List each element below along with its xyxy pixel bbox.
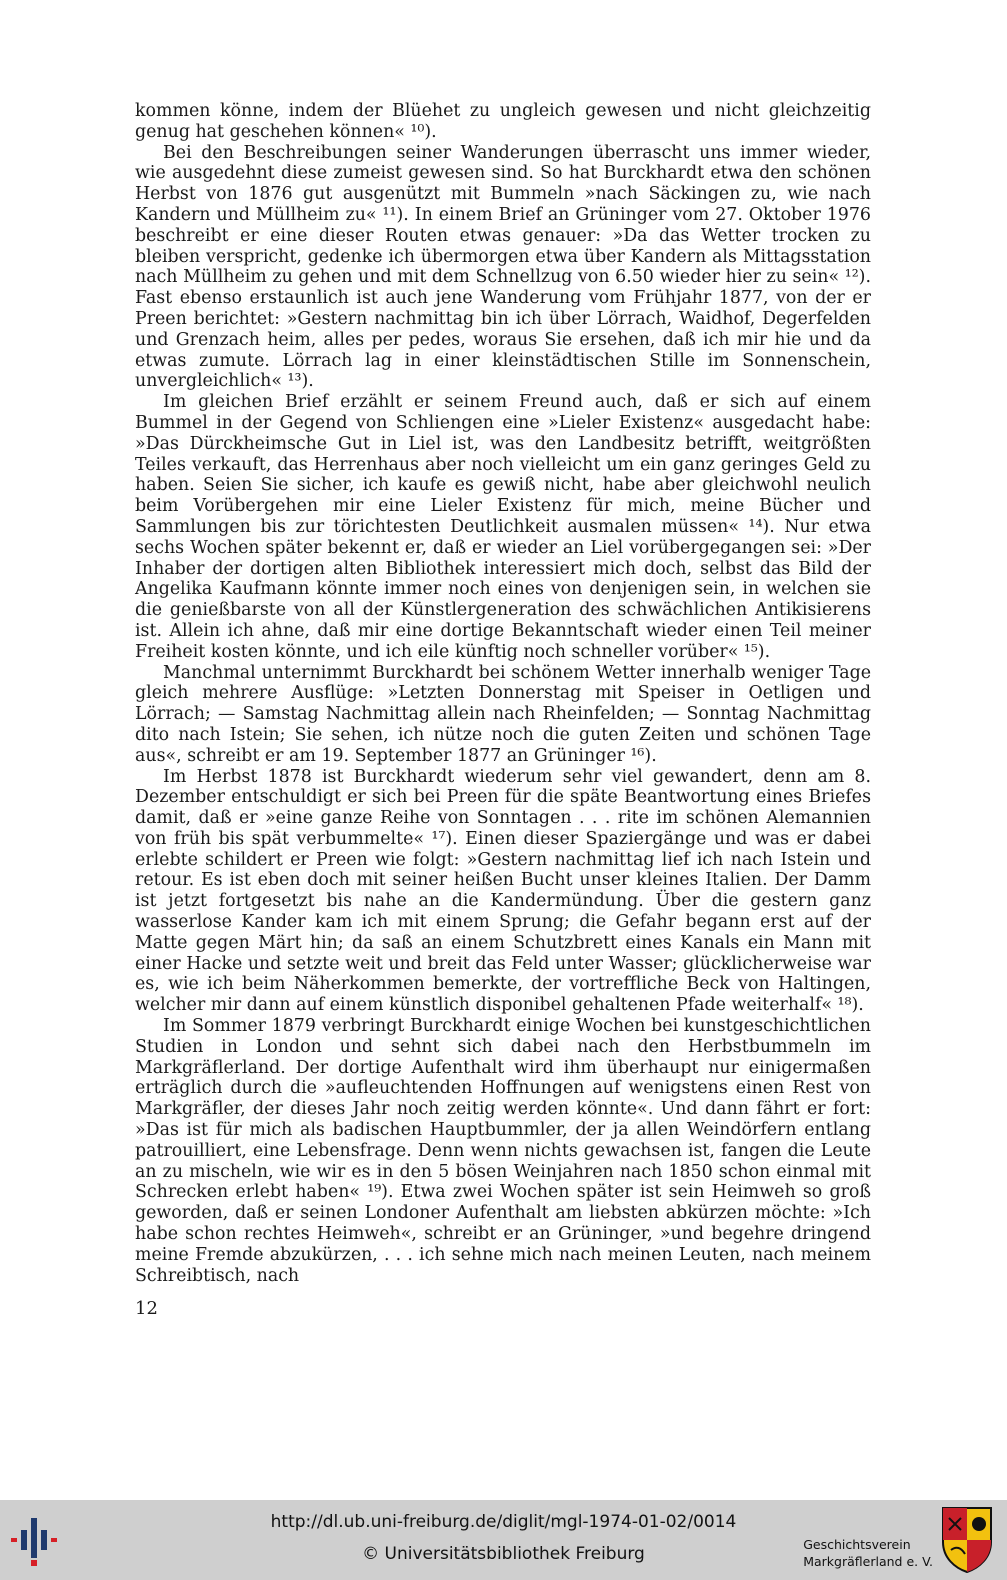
source-url-link[interactable]: http://dl.ub.uni-freiburg.de/diglit/mgl-1974-01-02/0014 <box>270 1512 737 1532</box>
paragraph-1: kommen könne, indem der Blüehet zu ungleich gewesen und nicht gleichzeitig genug hat geschehen können« ¹⁰). <box>135 101 871 142</box>
society-line-2: Markgräflerland e. V. <box>803 1554 933 1569</box>
footer-bar <box>0 1500 1007 1580</box>
coat-of-arms-icon <box>939 1504 995 1574</box>
paragraph-3: Im gleichen Brief erzählt er seinem Freund auch, daß er sich auf einem Bummel in der Gegend von Schliengen eine »Lieler Existenz« ausgedacht habe: »Das Dürckheimsche Gut in Liel ist, was den Landbesitz betrifft, weitgrößten Teiles verkauft, das Herrenhaus aber noch vielleicht um ein ganz geringes Geld zu haben. Seien Sie sicher, ich kaufe es gewiß nicht, habe aber gleichwohl neulich beim Vorübergehen mir eine Lieler Existenz für mich, meine Bücher und Sammlungen bis zur törichtesten Deutlichkeit ausmalen müssen« ¹⁴). Nur etwa sechs Wochen später bekennt er, daß er wieder an Liel vorübergegangen sei: »Der Inhaber der dortigen alten Bibliothek interessiert mich doch, selbst das Bild der Angelika Kaufmann könnte immer noch eines von denjenigen sein, in welchen sie die genießbarste von all der Künstlergeneration des schwächlichen Antikisierens ist. Allein ich ahne, daß mir eine dortige Bekanntschaft wieder einen Teil meiner Freiheit kosten könnte, und ich eile künftig noch schneller vorüber« ¹⁵). <box>135 392 871 662</box>
paragraph-6: Im Sommer 1879 verbringt Burckhardt einige Wochen bei kunstgeschichtlichen Studien in London und sehnt sich dabei nach den Herbstbummeln im Markgräflerland. Der dortige Aufenthalt wird ihm überhaupt nur einigermaßen erträglich durch die »aufleuchtenden Hoffnungen auf wenigstens einen Rest von Markgräfler, der dieses Jahr noch zeitig werden könnte«. Und dann fährt er fort: »Das ist für mich als badischen Hauptbummler, der ja allen Weindörfern entlang patrouilliert, eine Lebensfrage. Denn wenn nichts gewachsen ist, fangen die Leute an zu mischeln, wie wir es in den 5 bösen Weinjahren nach 1850 schon einmal mit Schrecken erlebt haben« ¹⁹). Etwa zwei Wochen später ist sein Heimweh so groß geworden, daß er seinen Londoner Aufenthalt am liebsten abkürzen möchte: »Ich habe schon rechtes Heimweh«, schreibt er an Grüninger, »und begehre dringend meine Fremde abzukürzen, . . . ich sehne mich nach meinen Leuten, nach meinem Schreibtisch, nach <box>135 1016 871 1286</box>
body-text <box>135 101 871 1286</box>
paragraph-2: Bei den Beschreibungen seiner Wanderungen überrascht uns immer wieder, wie ausgedehnt diese zumeist gewesen sind. So hat Burckhardt etwa den schönen Herbst von 1876 gut ausgenützt mit Bummeln »nach Säckingen zu, wie nach Kandern und Müllheim zu« ¹¹). In einem Brief an Grüninger vom 27. Oktober 1976 beschreibt er eine dieser Routen etwas genauer: »Da das Wetter trocken zu bleiben verspricht, gedenke ich übermorgen etwa über Kandern als Mittagsstation nach Müllheim zu gehen und mit dem Schnellzug von 6.50 wieder hier zu sein« ¹²). Fast ebenso erstaunlich ist auch jene Wanderung vom Frühjahr 1877, von der er Preen berichtet: »Gestern nachmittag bin ich über Lörrach, Waidhof, Degerfelden und Grenzach heim, alles per pedes, woraus Sie ersehen, daß ich mir hie und da etwas zumute. Lörrach lag in einer kleinstädtischen Stille im Sonnenschein, unvergleichlich« ¹³). <box>135 142 871 392</box>
copyright-text: © Universitätsbibliothek Freiburg <box>362 1544 645 1564</box>
society-line-1: Geschichtsverein <box>803 1537 911 1552</box>
paragraph-5: Im Herbst 1878 ist Burckhardt wiederum sehr viel gewandert, denn am 8. Dezember entschuldigt er sich bei Preen für die späte Beantwortung eines Briefes damit, daß er »eine ganze Reihe von Sonntagen . . . rite im schönen Alemannien von früh bis spät verbummelte« ¹⁷). Einen dieser Spaziergänge und was er dabei erlebte schildert er Preen wie folgt: »Gestern nachmittag lief ich nach Istein und retour. Es ist eben doch mit seiner heißen Bucht unser kleines Italien. Der Damm ist jetzt fortgesetzt bis nahe an die Kandermündung. Über die gestern ganz wasserlose Kander kam ich mit einem Sprung; die Gefahr begann erst auf der Matte gegen Märt hin; da saß an einem Schutzbrett eines Kanals ein Mann mit einer Hacke und setzte weit und breit das Feld unter Wasser; glücklicherweise war es, wie ich beim Näherkommen bemerkte, der vortreffliche Beck von Haltingen, welcher mir dann auf einem künstlich disponibel gehaltenen Pfade weiterhalf« ¹⁸). <box>135 766 871 1016</box>
society-name <box>803 1536 933 1570</box>
paragraph-4: Manchmal unternimmt Burckhardt bei schönem Wetter innerhalb weniger Tage gleich mehrere Ausflüge: »Letzten Donnerstag mit Speiser in Oetligen und Lörrach; — Samstag Nachmittag allein nach Rheinfelden; — Sonntag Nachmittag dito nach Istein; Sie sehen, ich nütze noch die guten Zeiten und schönen Tage aus«, schreibt er am 19. September 1877 an Grüninger ¹⁶). <box>135 662 871 766</box>
page-number: 12 <box>135 1298 158 1319</box>
